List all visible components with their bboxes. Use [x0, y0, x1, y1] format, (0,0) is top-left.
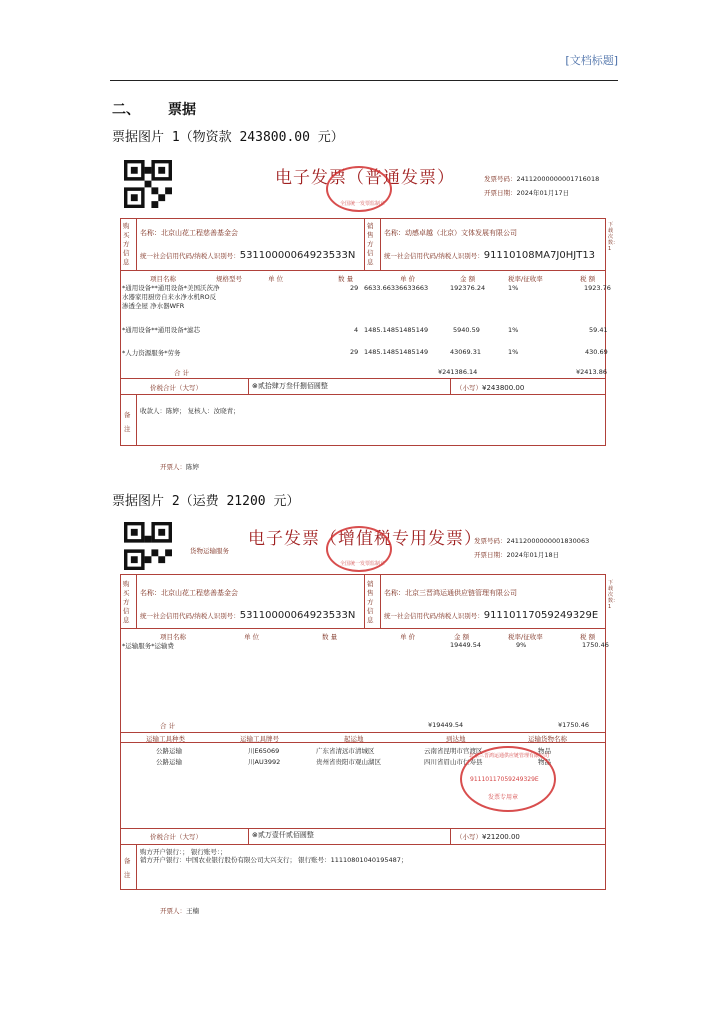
invoice-number: 24112000000001830063: [506, 537, 590, 545]
item-tax: 1923.76: [584, 284, 611, 292]
transport-plate: 川E65069: [248, 747, 280, 755]
total-amount: ¥241386.14: [438, 368, 478, 376]
invoice-2: 货物运输服务 电子发票（增值税专用发票） 全国统一发票监制章 发票号码：24112000000001830063 开票日期：2024年01月18日 购买方信息 销售方信息 名称：北京山花工程慈善基金会 统一社会信用代码/纳税人识别号：53110000064923533N 名称：北京三晋鸿运通供应链管理有限公司 统一社会信用代码/纳税人识别号：91110117059249329E 项目名称 单 位 数 量 单 价 金 额 税率/征收率 税 额 *运输服务*运输费 19449.54 9% 1750.46 合 计 ¥19449.54 ¥1750.46 运输工具种类 运输工具牌号 起运地 到达地 运输货物名称 公路运输 川E65069 广东省清远市清城区 云南省昆明市官渡区 物品 公路运输 川AU3992 贵州省贵阳市观山湖区 四川省眉山市仁寿县 物品 北京三晋鸿运通供应链管理有限公司 91110117059249329E 发票专用章 价税合计（大写） ⊗贰万壹仟贰佰圆整 （小写）¥21200.00 备注 购方开户银行：； 银行账号：； 销方开户银行：中国农业银行股份有限公司大兴支行； 银行账号：11110801040195487； 开票人：王楠 下载次数：1: [110, 510, 618, 930]
issuer-name: 陈婷: [186, 463, 199, 471]
total-tax: ¥2413.86: [576, 368, 608, 376]
qr-code-icon: [124, 522, 172, 570]
buyer-tax-id: 53110000064923533N: [239, 610, 356, 621]
cross-circle-icon: ⊗: [252, 831, 258, 839]
item-tax: 1750.46: [582, 641, 609, 649]
item-qty: 29: [350, 284, 359, 292]
col-header: 单 位: [244, 633, 260, 641]
item-rate: 1%: [508, 284, 519, 292]
remark-text: 收款人：陈婷； 复核人：汝晓青；: [140, 407, 240, 415]
invoice-number: 24112000000001716018: [516, 175, 600, 183]
item-qty: 4: [354, 326, 359, 334]
document-title: [文档标题]: [565, 54, 618, 67]
item-amount: 5940.59: [453, 326, 480, 334]
item-qty: 29: [350, 348, 359, 356]
invoice-title: 电子发票（普通发票）: [275, 168, 455, 188]
buyer-name: 名称：北京山花工程慈善基金会: [140, 229, 238, 237]
transport-plate: 川AU3992: [248, 758, 281, 766]
item-name: *人力资源服务*劳务: [122, 349, 181, 357]
section-heading: [112, 99, 196, 119]
total-label: 合 计: [160, 722, 176, 730]
grand-total-small: ¥21200.00: [482, 833, 520, 841]
transport-goods: 物品: [538, 747, 551, 755]
item-price: 1485.14851485149: [364, 326, 429, 334]
grand-total-chinese: ⊗贰拾肆万叁仟捌佰圆整: [252, 382, 328, 390]
total-amount: ¥19449.54: [428, 721, 464, 729]
total-tax: ¥1750.46: [558, 721, 590, 729]
item-tax: 59.41: [589, 326, 608, 334]
col-header: 金 额: [454, 633, 470, 641]
col-header: 数 量: [322, 633, 338, 641]
transport-kind: 公路运输: [156, 758, 182, 766]
col-header: 单 位: [268, 275, 284, 283]
seller-name: 名称：动感卓越（北京）文体发展有限公司: [384, 229, 517, 237]
side-note: 下载次数：1: [608, 222, 619, 252]
col-header: 金 额: [460, 275, 476, 283]
col-header: 项目名称: [150, 275, 176, 283]
item-tax: 430.69: [585, 348, 608, 356]
supervision-stamp: 全国统一发票监制章: [326, 166, 392, 212]
col-header: 税率/征收率: [508, 275, 543, 283]
transport-col-header: 运输货物名称: [528, 735, 567, 743]
remark-label: 备注: [124, 857, 131, 879]
item-amount: 19449.54: [450, 641, 482, 649]
buyer-tax-id: 5311000006492353​3N: [239, 250, 356, 261]
transport-goods: 物品: [538, 758, 551, 766]
col-header: 税率/征收率: [508, 633, 543, 641]
item-price: 1485.14851485149: [364, 348, 429, 356]
side-note: 下载次数：1: [608, 580, 619, 610]
transport-col-header: 到达地: [446, 735, 466, 743]
transport-from: 贵州省贵阳市观山湖区: [316, 758, 381, 766]
seller-side-label: 销售方信息: [367, 580, 374, 624]
grand-total-label: 价税合计（大写）: [150, 833, 202, 841]
buyer-side-label: 购买方信息: [123, 580, 130, 624]
buyer-side-label: 购买方信息: [123, 222, 130, 266]
header-divider: [110, 80, 618, 81]
invoice-date: 2024年01月17日: [516, 189, 570, 197]
transport-kind: 公路运输: [156, 747, 182, 755]
invoice-subtitle: 货物运输服务: [190, 547, 229, 555]
transport-from: 广东省清远市清城区: [316, 747, 375, 755]
section-title: 票据: [168, 102, 196, 118]
seller-tax-id: 91110117059249329E: [483, 610, 599, 621]
grand-total-chinese: ⊗贰万壹仟贰佰圆整: [252, 831, 314, 839]
grand-total-label: 价税合计（大写）: [150, 384, 202, 392]
col-header: 税 额: [580, 275, 596, 283]
invoice-1: 电子发票（普通发票） 全国统一发票监制章 发票号码：24112000000001716018 开票日期：2024年01月17日 购买方信息 销售方信息 名称：北京山花工程慈善基金会 统一社会信用代码/纳税人识别号：5311000006492353​3N 名称：动感卓越（北京）文体发展有限公司 统一社会信用代码/纳税人识别号：91110108MA7J0HJT13 项目名称 规格型号 单 位 数 量 单 价 金 额 税率/征收率 税 额 *通用设备**通用设备*美国沃茨净水器家用厨房自来水净水机RO反渗透全屋 净水器WFR 29 6633.66336633663 192376.24 1% 1923.76 *通用设备**通用设备*滤芯 4 1485.14851485149 5940.59 1% 59.41 *人力资源服务*劳务 29 1485.14851485149 43069.31 1% 430.69 合 计 ¥241386.14 ¥2413.86 价税合计（大写） ⊗贰拾肆万叁仟捌佰圆整 （小写）¥243800.00 备注 收款人：陈婷； 复核人：汝晓青； 开票人：陈婷 下载次数：1: [110, 146, 618, 484]
grand-total-small: ¥243800.00: [482, 384, 525, 392]
item-price: 6633.66336633663: [364, 284, 429, 292]
item-amount: 192376.24: [450, 284, 486, 292]
seller-tax-id: 91110108MA7J0HJT13: [483, 250, 596, 261]
item-rate: 1%: [508, 326, 519, 334]
section-number: 二、: [112, 102, 140, 118]
col-header: 项目名称: [160, 633, 186, 641]
issuer-name: 王楠: [186, 907, 199, 915]
company-seal: 北京三晋鸿运通供应链管理有限公司 91110117059249329E 发票专用章: [460, 746, 556, 812]
transport-col-header: 起运地: [344, 735, 364, 743]
transport-col-header: 运输工具种类: [146, 735, 185, 743]
invoice-title: 电子发票（增值税专用发票）: [248, 529, 482, 549]
cross-circle-icon: ⊗: [252, 382, 258, 390]
seller-name: 名称：北京三晋鸿运通供应链管理有限公司: [384, 589, 517, 597]
item-amount: 43069.31: [450, 348, 482, 356]
transport-to: 云南省昆明市官渡区: [424, 747, 483, 755]
total-label: 合 计: [174, 369, 190, 377]
supervision-stamp: 全国统一发票监制章: [326, 526, 392, 572]
item-name: *通用设备**通用设备*美国沃茨净水器家用厨房自来水净水机RO反渗透全屋 净水器WFR: [122, 284, 220, 310]
remark-label: 备注: [124, 411, 131, 433]
col-header: 单 价: [400, 275, 416, 283]
item-rate: 9%: [516, 641, 527, 649]
item-name: *通用设备**通用设备*滤芯: [122, 326, 200, 334]
caption-1: 票据图片 1（物资款 243800.00 元）: [112, 130, 344, 145]
transport-col-header: 运输工具牌号: [240, 735, 279, 743]
buyer-name: 名称：北京山花工程慈善基金会: [140, 589, 238, 597]
item-rate: 1%: [508, 348, 519, 356]
col-header: 税 额: [580, 633, 596, 641]
invoice-date: 2024年01月18日: [506, 551, 560, 559]
caption-2: 票据图片 2（运费 21200 元）: [112, 494, 300, 509]
col-header: 数 量: [338, 275, 354, 283]
transport-to: 四川省眉山市仁寿县: [424, 758, 483, 766]
col-header: 规格型号: [216, 275, 242, 283]
remark-line-1: 购方开户银行：； 银行账号：；: [140, 848, 227, 856]
seller-side-label: 销售方信息: [367, 222, 374, 266]
qr-code-icon: [124, 160, 172, 208]
item-name: *运输服务*运输费: [122, 642, 174, 650]
remark-line-2: 销方开户银行：中国农业银行股份有限公司大兴支行； 银行账号：11110801040195487；: [140, 856, 408, 864]
col-header: 单 价: [400, 633, 416, 641]
